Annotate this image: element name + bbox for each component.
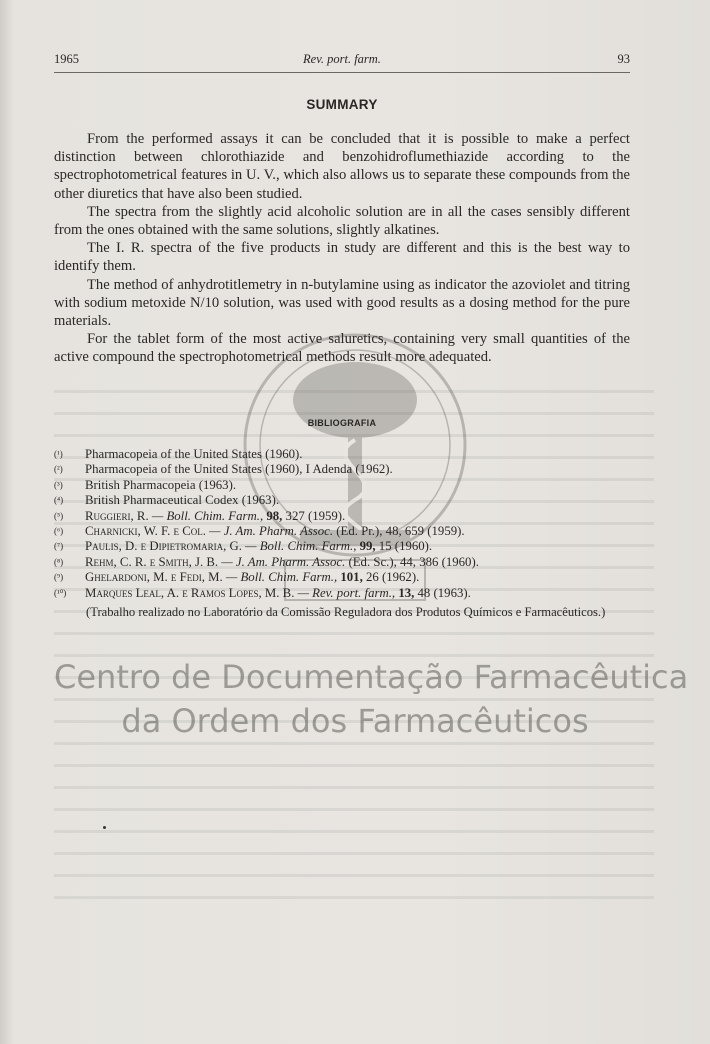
summary-paragraph: For the tablet form of the most active saluretics, containing very small quantities of the active compound the spectrophotometrical methods result more adequated. [54, 331, 630, 366]
reference-text: Pharmacopeia of the United States (1960). [85, 447, 303, 461]
reference-number: (⁴) [54, 495, 64, 506]
reference-item [54, 478, 630, 493]
header-journal: Rev. port. farm. [303, 52, 381, 66]
lab-note: (Trabalho realizado no Laboratório da Comissão Reguladora dos Produtos Químicos e Farmacêuticos.) [86, 605, 606, 619]
summary-body [54, 130, 630, 367]
reference-number: (⁶) [54, 526, 64, 537]
reference-number: (⁵) [54, 510, 64, 521]
watermark-line-1: Centro de Documentação Farmacêutica [54, 658, 689, 696]
reference-volume: 99, [356, 539, 376, 554]
reference-journal: — Rev. port. farm., [294, 585, 396, 600]
reference-number: (²) [54, 464, 63, 475]
reference-number: (⁹) [54, 572, 64, 583]
reference-details: 15 (1960). [375, 539, 433, 554]
header-page-number: 93 [617, 52, 630, 66]
reference-author: Ruggieri, R. [85, 508, 149, 523]
bibliography-title: BIBLIOGRAFIA [307, 418, 377, 428]
reference-volume: 13, [395, 585, 415, 600]
reference-journal: — J. Am. Pharm. Assoc. [205, 524, 334, 539]
reference-author: Rehm, C. R. e Smith, J. B. [85, 554, 219, 569]
reference-item [54, 555, 630, 570]
reference-text: British Pharmaceutical Codex (1963). [85, 493, 280, 508]
reference-item [54, 493, 630, 508]
summary-paragraph: From the performed assays it can be concluded that it is possible to make a perfect distinction between chlorothiazide and benzohidroflumethiazide according to the spectrophotometrical features in U. V., which also allows us to separate these compounds from the other diuretics that have also been studied. [54, 131, 630, 202]
reference-list [54, 447, 630, 601]
reference-number: (⁸) [54, 556, 64, 567]
speck [103, 826, 106, 829]
summary-paragraph: The method of anhydrotitlemetry in n-butylamine using as indicator the azoviolet and titring with sodium metoxide N/10 solution, was used with good results as a dosing method for the pure materials. [54, 276, 630, 330]
reference-volume: 98, [263, 508, 283, 523]
reference-number: (⁷) [54, 541, 64, 552]
reference-volume: 101, [337, 570, 363, 585]
reference-item [54, 570, 630, 585]
summary-paragraph: The I. R. spectra of the five products in study are different and this is the best way to identify them. [54, 240, 630, 275]
reference-text: Pharmacopeia of the United States (1960), I Adenda (1962). [85, 462, 393, 477]
reference-number: (³) [54, 479, 63, 490]
reference-item [54, 586, 630, 601]
reference-journal: — Boll. Chim. Farm., [241, 539, 357, 554]
reference-details: 26 (1962). [362, 570, 420, 585]
summary-paragraph: The spectra from the slightly acid alcoholic solution are in all the cases sensibly different from the ones obtained with the same solutions, slightly alkatines. [54, 203, 630, 239]
reference-author: Paulis, D. e Dipietromaria, G. [85, 539, 242, 554]
reference-details: 327 (1959). [282, 508, 346, 523]
header-year: 1965 [54, 52, 79, 66]
reference-journal: — J. Am. Pharm. Assoc. [218, 554, 346, 569]
reference-number: (¹⁰) [54, 587, 67, 598]
reference-details: (Ed. Sc.), 44, 386 (1960). [345, 554, 479, 569]
reference-item [54, 447, 630, 462]
reference-journal: — Boll. Chim. Farm., [148, 508, 264, 523]
reference-item [54, 462, 630, 477]
reference-author: Ghelardoni, M. e Fedi, M. [85, 570, 223, 585]
reference-journal: — Boll. Chim. Farm., [222, 570, 338, 585]
reference-author: Marques Leal, A. e Ramos Lopes, M. B. [85, 585, 295, 600]
watermark-line-2: da Ordem dos Farmacêuticos [121, 702, 589, 740]
reference-text: British Pharmacopeia (1963). [85, 477, 237, 492]
header-rule [54, 72, 630, 73]
reference-item [54, 509, 630, 524]
reference-author: Charnicki, W. F. e Col. [85, 524, 206, 539]
reference-number: (¹) [54, 449, 63, 459]
reference-item [54, 524, 630, 539]
summary-title: SUMMARY [306, 97, 378, 112]
reference-details: (Ed. Pr.), 48, 659 (1959). [333, 524, 465, 539]
reference-details: 48 (1963). [414, 585, 471, 600]
running-header [54, 52, 630, 68]
reference-item [54, 539, 630, 554]
